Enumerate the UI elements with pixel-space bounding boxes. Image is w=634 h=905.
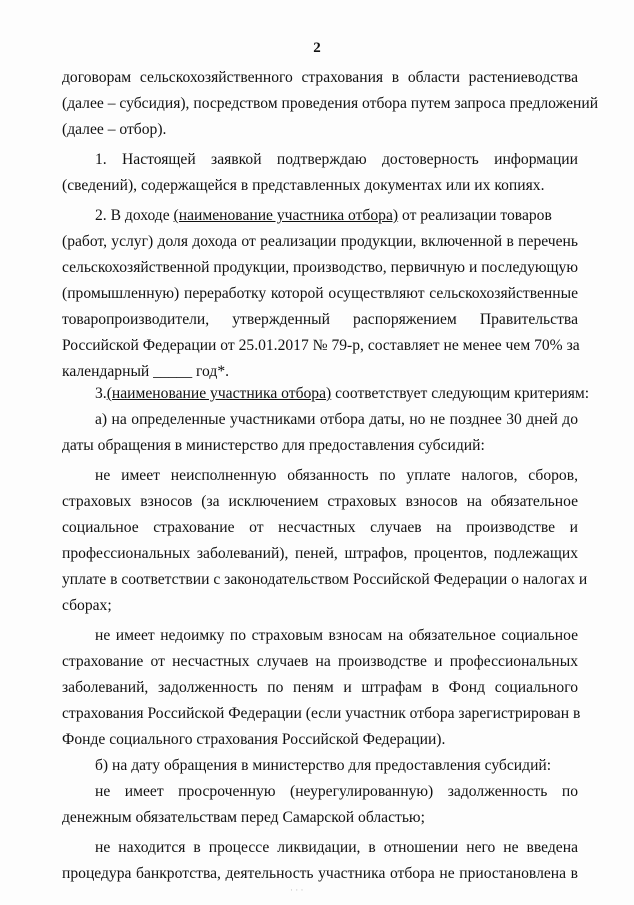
text-line: (далее – отбор). [62,121,167,138]
text-line: Российской Федерации от 25.01.2017 № 79-р, составляет не менее чем 70% за [62,337,580,354]
text-line: договорам сельскохозяйственного страхования в области растениеводства [62,69,578,86]
text-line: б) на дату обращения в министерство для предоставления субсидий: [95,757,552,774]
text-line: товаропроизводители, утвержденный распоряжением Правительства [62,311,578,328]
text-line: не имеет неисполненную обязанность по уплате налогов, сборов, [95,467,578,484]
text-line: календарный _____ год*. [62,363,230,380]
text-line: (работ, услуг) доля дохода от реализации продукции, включенной в перечень [62,233,578,250]
participant-name-placeholder: (наименование участника отбора) [106,385,332,402]
text-line: заболеваний, задолженность по пеням и штрафам в Фонд социального [62,679,578,696]
text-line: (сведений), содержащейся в представленных документах или их копиях. [62,177,545,194]
text-line: (далее – субсидия), посредством проведения отбора путем запроса предложений [62,95,599,112]
text-line: а) на определенные участниками отбора даты, но не позднее 30 дней до [95,411,578,428]
text-line: профессиональных заболеваний), пеней, штрафов, процентов, подлежащих [62,545,578,562]
text-line: денежным обязательствам перед Самарской областью; [62,809,425,826]
text-line: даты обращения в министерство для предоставления субсидий: [62,437,485,454]
text-line: (промышленную) переработку которой осуществляют сельскохозяйственные [62,285,578,302]
text-line: сельскохозяйственной продукции, производство, первичную и последующую [62,259,578,276]
text-line: не находится в процессе ликвидации, в отношении него не введена [95,839,578,856]
text-line: страхования Российской Федерации (если участник отбора зарегистрирован в [62,705,581,722]
text-line: страхование от несчастных случаев на производстве и профессиональных [62,653,578,670]
text-line: сборах; [62,597,112,614]
text-line: социальное страхование от несчастных случаев на производстве и [62,519,578,536]
text-line: уплате в соответствии с законодательством Российской Федерации о налогах и [62,571,588,588]
text-line: страховых взносов (за исключением страховых взносов на обязательное [62,493,578,510]
text-line: Фонде социального страхования Российской Федерации). [62,731,446,748]
text-line: процедура банкротства, деятельность участника отбора не приостановлена в [62,865,578,882]
scan-artifact: · · · [290,885,304,895]
text-line: 1. Настоящей заявкой подтверждаю достоверность информации [95,151,578,168]
text-line: 2. В доходе (наименование участника отбора) от реализации товаров [95,207,552,224]
participant-name-placeholder: (наименование участника отбора) [173,207,399,224]
text-line: не имеет просроченную (неурегулированную) задолженность по [95,783,578,800]
text-line: не имеет недоимку по страховым взносам на обязательное социальное [95,627,578,644]
page-number: 2 [313,40,321,56]
text-line: 3.(наименование участника отбора) соответствует следующим критериям: [95,385,590,402]
